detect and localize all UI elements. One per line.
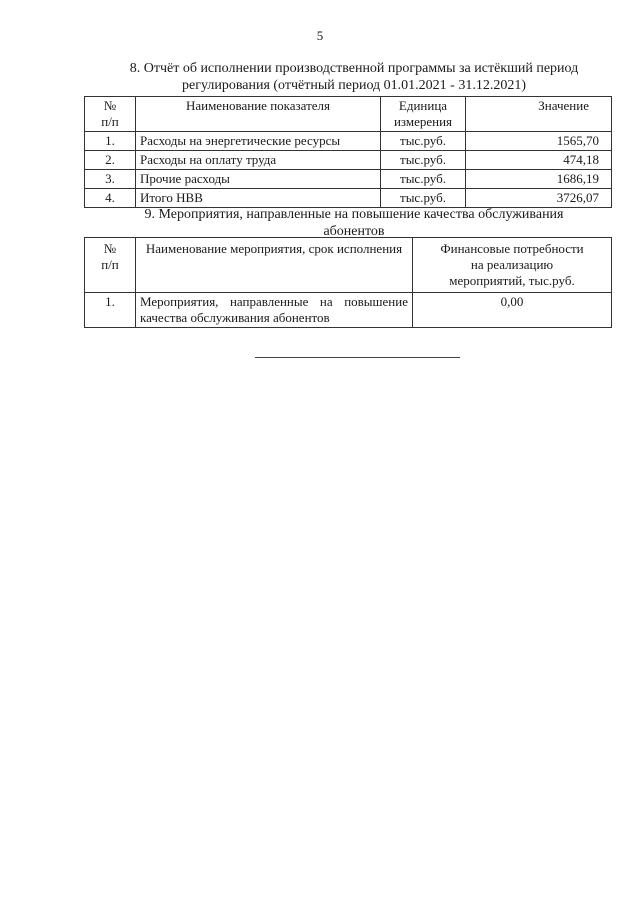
- header-num: № п/п: [85, 97, 136, 132]
- table-row: [85, 189, 612, 208]
- service-quality-measures-table: [84, 237, 612, 328]
- header-financial-needs: Финансовые потребности на реализацию мероприятий, тыс.руб.: [413, 238, 612, 293]
- header-value: Значение: [466, 97, 612, 132]
- table-row: [85, 170, 612, 189]
- section-8-title-line1: 8. Отчёт об исполнении производственной программы за истёкший период: [129, 61, 579, 76]
- header-measure-name: Наименование мероприятия, срок исполнения: [136, 238, 413, 293]
- row-name: Итого НВВ: [136, 189, 381, 208]
- row-num: 4.: [85, 189, 136, 208]
- table-row: [85, 151, 612, 170]
- row-num: 1.: [85, 293, 136, 328]
- row-value: 474,18: [466, 151, 612, 170]
- header-num: № п/п: [85, 238, 136, 293]
- section-9-title-line1: 9. Мероприятия, направленные на повышение качества обслуживания: [144, 207, 564, 222]
- production-program-table: [84, 96, 612, 208]
- table-header-row: [85, 97, 612, 132]
- page-number: 5: [316, 28, 324, 43]
- end-of-document-rule: [255, 357, 460, 358]
- section-8-title: [84, 60, 624, 94]
- row-num: 2.: [85, 151, 136, 170]
- header-unit: Единица измерения: [381, 97, 466, 132]
- row-unit: тыс.руб.: [381, 170, 466, 189]
- row-name: Расходы на оплату труда: [136, 151, 381, 170]
- section-8-title-line2: регулирования (отчётный период 01.01.2021 - 31.12.2021): [182, 78, 526, 93]
- section-9-title-line2: абонентов: [323, 224, 385, 239]
- table-row: [85, 132, 612, 151]
- row-value: 1565,70: [466, 132, 612, 151]
- row-value: 3726,07: [466, 189, 612, 208]
- section-9-title: [84, 206, 624, 240]
- row-measure-name: Мероприятия, направленные на повышение качества обслуживания абонентов: [136, 293, 413, 328]
- row-name: Прочие расходы: [136, 170, 381, 189]
- row-name: Расходы на энергетические ресурсы: [136, 132, 381, 151]
- header-name: Наименование показателя: [136, 97, 381, 132]
- row-value: 1686,19: [466, 170, 612, 189]
- row-num: 1.: [85, 132, 136, 151]
- table-header-row: [85, 238, 612, 293]
- row-unit: тыс.руб.: [381, 132, 466, 151]
- row-financial-needs: 0,00: [413, 293, 612, 328]
- row-unit: тыс.руб.: [381, 151, 466, 170]
- table-row: [85, 293, 612, 328]
- row-unit: тыс.руб.: [381, 189, 466, 208]
- row-num: 3.: [85, 170, 136, 189]
